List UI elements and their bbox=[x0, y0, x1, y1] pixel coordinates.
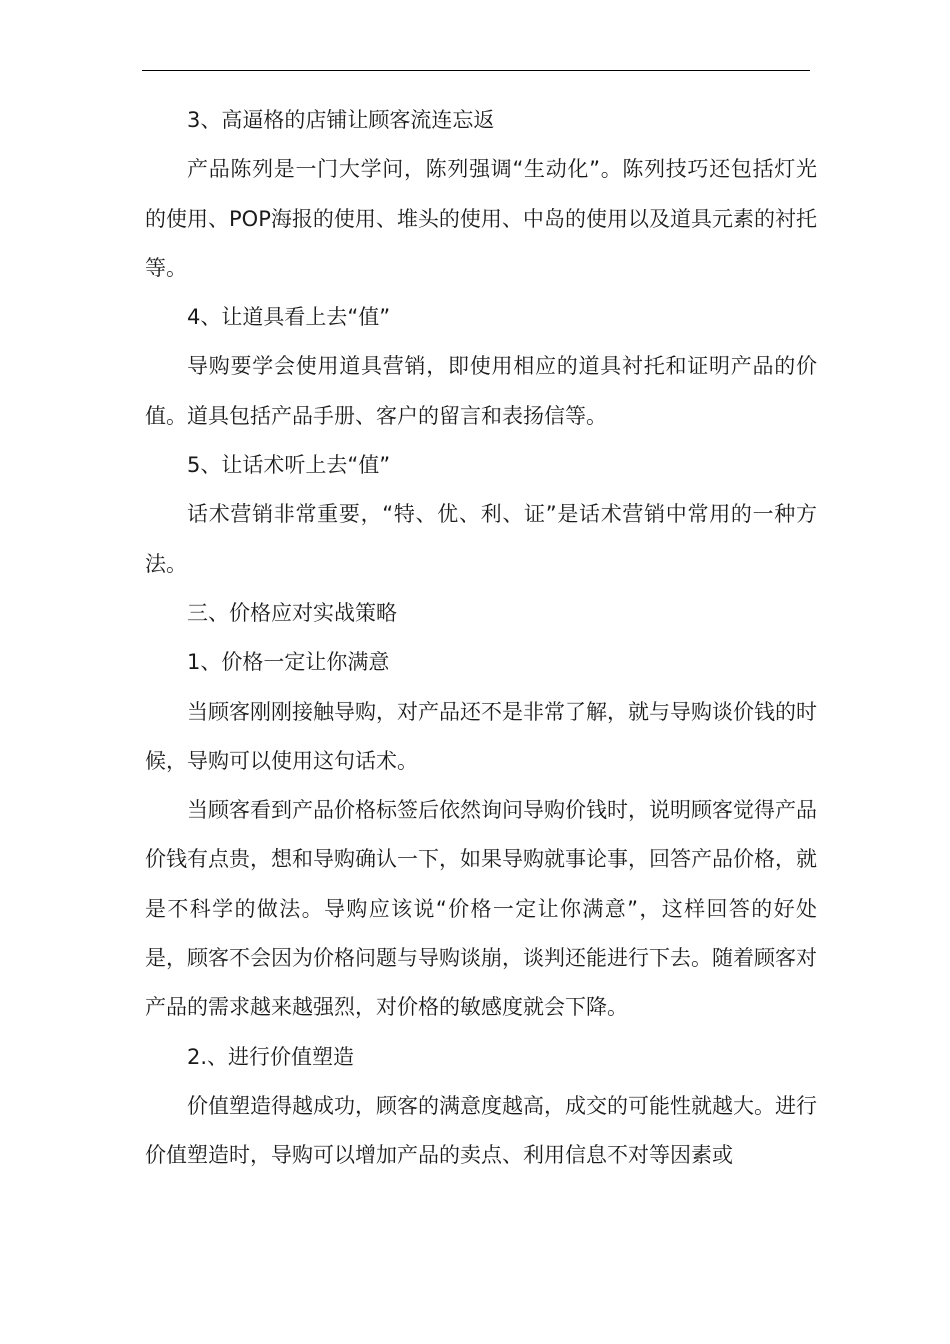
paragraph-value-shaping: 价值塑造得越成功，顾客的满意度越高，成交的可能性就越大。进行价值塑造时，导购可以增加产品的卖点、利用信息不对等因素或 bbox=[145, 1093, 817, 1168]
paragraph-price-inquiry: 当顾客看到产品价格标签后依然询问导购价钱时，说明顾客觉得产品价钱有点贵，想和导购确认一下，如果导购就事论事，回答产品价格，就是不科学的做法。导购应该说“价格一定让你满意”，这样回答的好处是，顾客不会因为价格问题与导购谈崩，谈判还能进行下去。随着顾客对产品的需求越来越强烈，对价格的敏感度就会下降。 bbox=[145, 798, 817, 1020]
section-heading-5: 5、让话术听上去“值” bbox=[187, 453, 391, 478]
header-rule bbox=[142, 70, 810, 71]
chapter-heading-price-strategy: 三、价格应对实战策略 bbox=[187, 600, 397, 625]
document-body bbox=[145, 96, 817, 1181]
paragraph-props: 导购要学会使用道具营销，即使用相应的道具衬托和证明产品的价值。道具包括产品手册、客户的留言和表扬信等。 bbox=[145, 354, 817, 428]
section-heading-4: 4、让道具看上去“值” bbox=[187, 305, 391, 330]
section-heading-2: 2.、进行价值塑造 bbox=[187, 1044, 355, 1069]
section-heading-1: 1、价格一定让你满意 bbox=[187, 650, 390, 675]
paragraph-speech: 话术营销非常重要，“特、优、利、证”是话术营销中常用的一种方法。 bbox=[145, 502, 817, 576]
paragraph-first-contact: 当顾客刚刚接触导购，对产品还不是非常了解，就与导购谈价钱的时候，导购可以使用这句话术。 bbox=[145, 699, 817, 773]
section-heading-3: 3、高逼格的店铺让顾客流连忘返 bbox=[187, 108, 495, 132]
paragraph-display: 产品陈列是一门大学问，陈列强调“生动化”。陈列技巧还包括灯光的使用、POP海报的使用、堆头的使用、中岛的使用以及道具元素的衬托等。 bbox=[145, 157, 817, 280]
